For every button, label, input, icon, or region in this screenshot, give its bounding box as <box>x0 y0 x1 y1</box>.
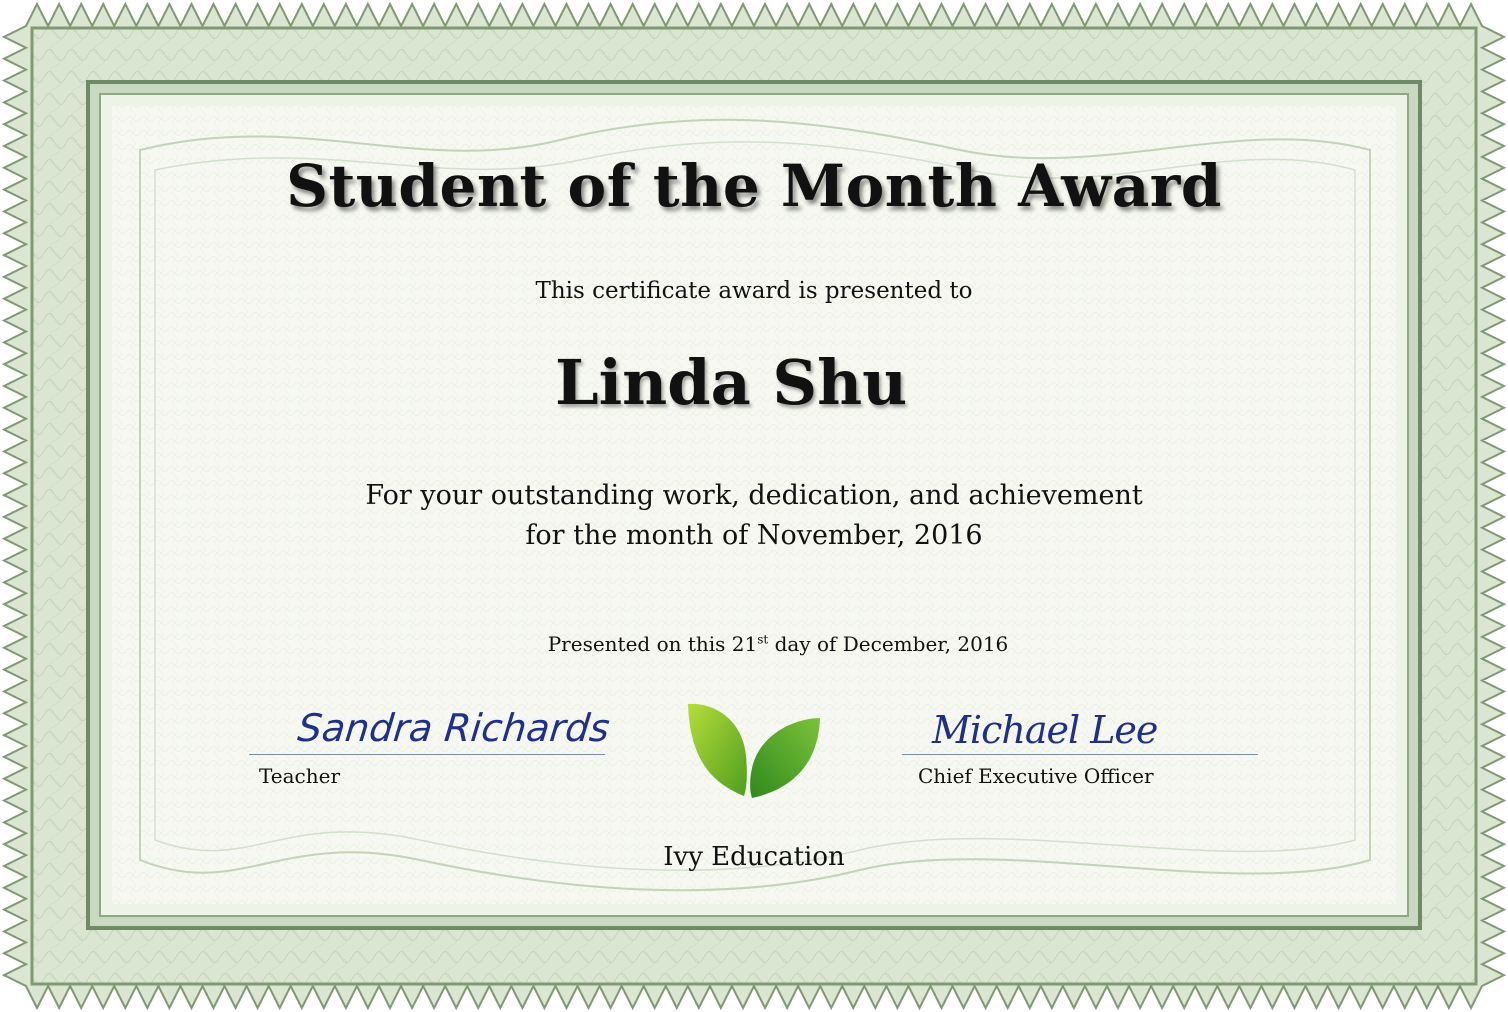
intro-text: This certificate award is presented to <box>535 278 973 304</box>
organization-name: Ivy Education <box>663 842 845 872</box>
recipient-name: Linda Shu <box>555 346 908 419</box>
reason-line-2: for the month of November, 2016 <box>525 520 983 551</box>
teacher-role-label: Teacher <box>259 764 341 788</box>
ceo-signature: Michael Lee <box>932 708 1158 752</box>
teacher-signature: Sandra Richards <box>295 706 612 750</box>
ceo-role-label: Chief Executive Officer <box>918 764 1154 788</box>
presented-date-end: day of December, 2016 <box>768 632 1009 656</box>
certificate-title: Student of the Month Award <box>286 152 1222 220</box>
presented-date-ordinal: st <box>757 632 769 647</box>
teacher-signature-line <box>249 754 605 755</box>
presented-date <box>0 632 1508 656</box>
reason-line-1: For your outstanding work, dedication, and achievement <box>365 480 1143 511</box>
leaves-icon <box>680 698 830 804</box>
presented-date-start: Presented on this 21 <box>547 632 758 656</box>
ceo-signature-line <box>902 754 1258 755</box>
